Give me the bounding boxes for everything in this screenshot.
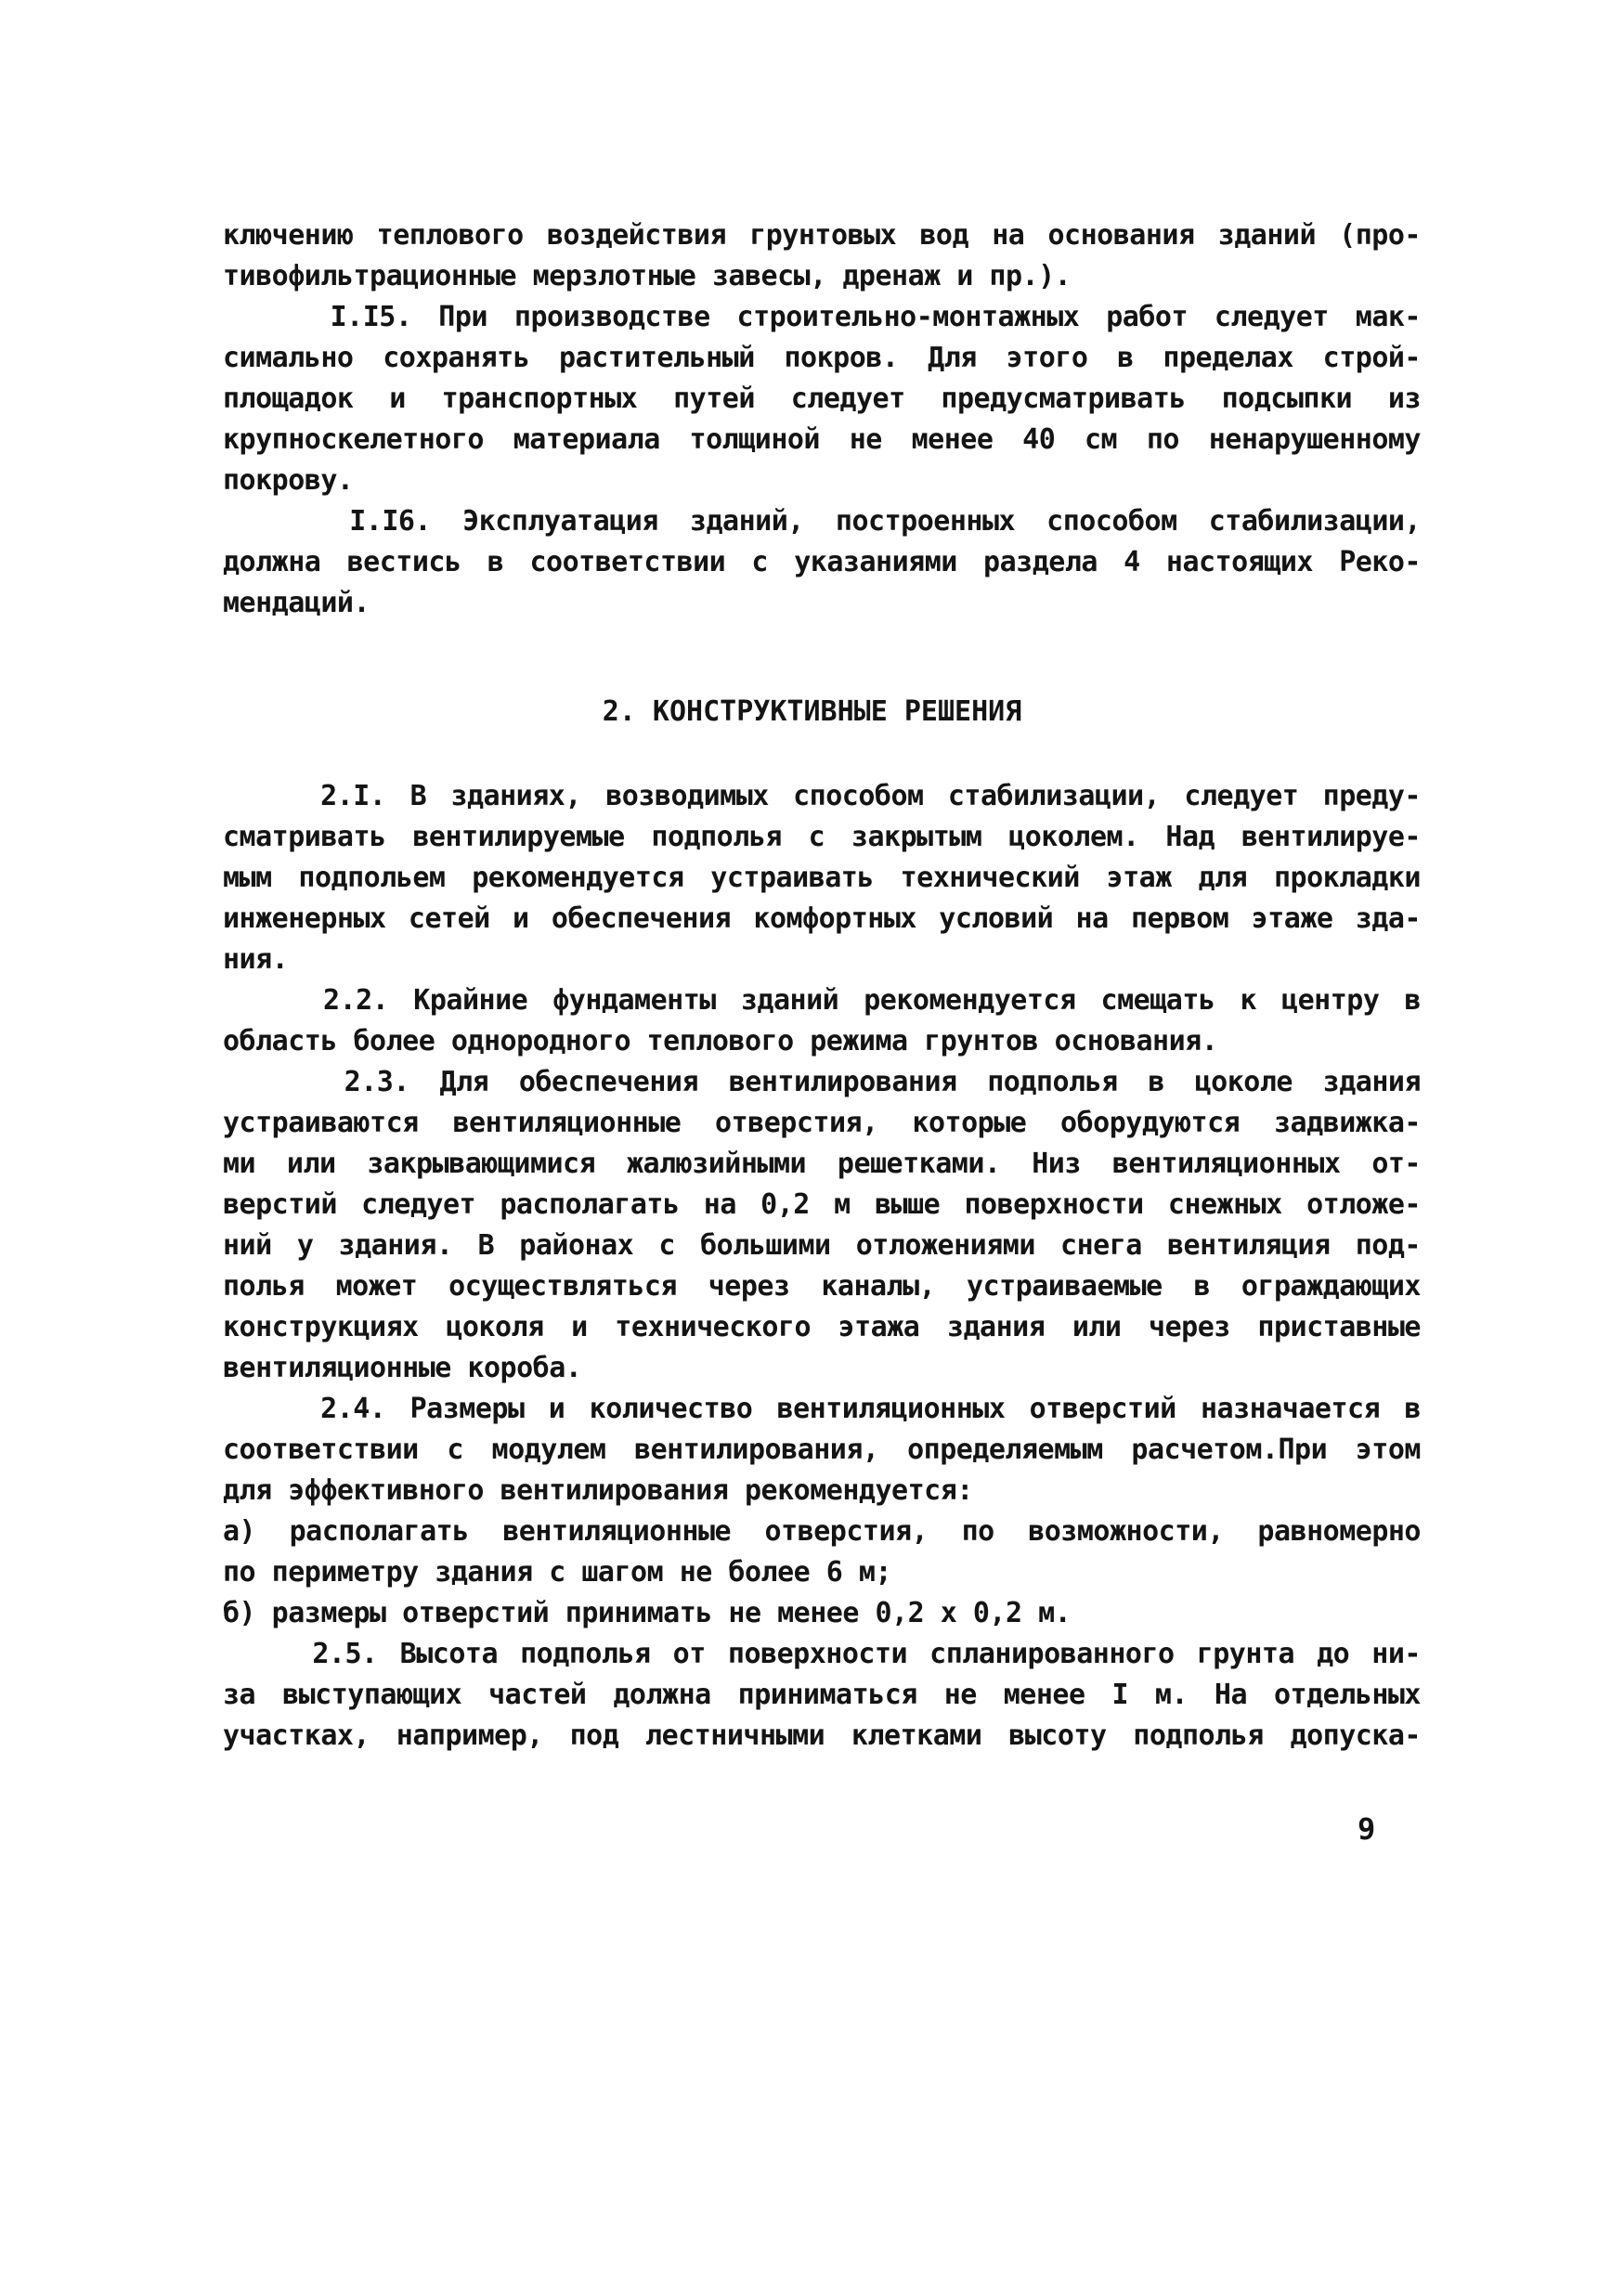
text-line: 2.5. Высота подполья от поверхности спланированного грунта до ни- [223,1638,1421,1670]
text-line: вентиляционные короба. [223,1352,582,1384]
text-line: б) размеры отверстий принимать не менее 0,2 х 0,2 м. [223,1597,1072,1629]
text-line: за выступающих частей должна приниматься не менее I м. На отдельных [223,1679,1421,1711]
text-line: I.I5. При производстве строительно-монтажных работ следует мак- [223,301,1421,333]
text-line: 2.4. Размеры и количество вентиляционных отверстий назначается в [223,1393,1421,1425]
text-line: крупноскелетного материала толщиной не менее 40 см по ненарушенному [223,423,1421,456]
text-block-section-2 [223,776,1421,1757]
text-line: ключению теплового воздействия грунтовых вод на основания зданий (про- [223,219,1421,252]
text-line: ми или закрывающимися жалюзийными решетками. Низ вентиляционных от- [223,1148,1421,1180]
text-line: тивофильтрационные мерзлотные завесы, дренаж и пр.). [223,260,1072,292]
text-line: площадок и транспортных путей следует предусматривать подсыпки из [223,383,1421,415]
text-line: участках, например, под лестничными клетками высоту подполья допуска- [223,1719,1421,1752]
text-line: а) располагать вентиляционные отверстия, по возможности, равномерно [223,1515,1421,1548]
text-line: сматривать вентилируемые подполья с закрытым цоколем. Над вентилируе- [223,821,1421,853]
section-heading: 2. КОНСТРУКТИВНЫЕ РЕШЕНИЯ [602,695,1022,728]
text-line: верстий следует располагать на 0,2 м выше поверхности снежных отложе- [223,1188,1421,1221]
text-line: ний у здания. В районах с большими отложениями снега вентиляция под- [223,1229,1421,1262]
text-line: 2.I. В зданиях, возводимых способом стабилизации, следует преду- [223,780,1421,812]
page-number: 9 [1358,1811,1376,1847]
text-line: 2.3. Для обеспечения вентилирования подполья в цоколе здания [223,1066,1421,1098]
text-line: полья может осуществляться через каналы, устраиваемые в ограждающих [223,1270,1421,1303]
text-line: 2.2. Крайние фундаменты зданий рекомендуется смещать к центру в [223,984,1421,1017]
text-line: по периметру здания с шагом не более 6 м; [223,1556,892,1589]
text-line: должна вестись в соответствии с указаниями раздела 4 настоящих Реко- [223,546,1421,578]
text-line: для эффективного вентилирования рекомендуется: [223,1474,973,1507]
text-line: область более однородного теплового режима грунтов основания. [223,1025,1218,1057]
text-line: симально сохранять растительный покров. Для этого в пределах строй- [223,342,1421,374]
text-line: конструкциях цоколя и технического этажа здания или через приставные [223,1311,1421,1343]
text-line: мендаций. [223,587,370,619]
text-line: инженерных сетей и обеспечения комфортных условий на первом этаже зда- [223,902,1421,935]
text-line: устраиваются вентиляционные отверстия, которые оборудуются задвижка- [223,1107,1421,1139]
text-line: мым подпольем рекомендуется устраивать технический этаж для прокладки [223,862,1421,894]
text-line: I.I6. Эксплуатация зданий, построенных способом стабилизации, [223,505,1421,538]
text-line: покрову. [223,464,354,497]
text-line: ния. [223,943,289,976]
text-block-top [223,215,1421,624]
text-line: соответствии с модулем вентилирования, определяемым расчетом.При этом [223,1433,1421,1466]
